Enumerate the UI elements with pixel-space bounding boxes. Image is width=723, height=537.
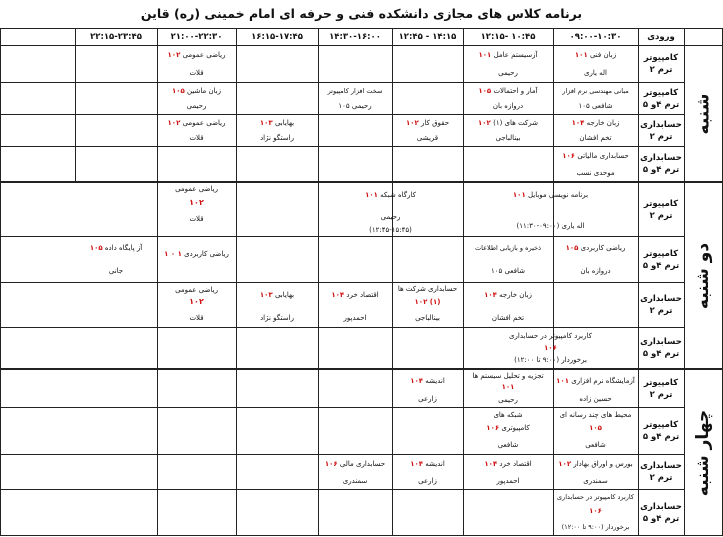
group-label: کامپیوتر ترم ۲ (643, 377, 679, 400)
course-name: اندیشه ۱۰۴ (410, 377, 445, 385)
course-teacher: قریشی (416, 134, 439, 142)
course-teacher: راستگو نژاد (260, 134, 294, 142)
day-label: شنبه (693, 93, 713, 134)
course-room: (۱) ۱۰۲ (414, 298, 441, 306)
group-label: کامپیوتر ترم ۴و ۵ (642, 87, 680, 110)
course-teacher: رحیمی ۱۰۵ (338, 102, 372, 110)
course-name: حسابداری مالی ۱۰۶ (324, 460, 386, 468)
course-teacher: شافعی ۱۰۵ (578, 102, 613, 110)
course-name: زبان خارجه ۱۰۴ (571, 118, 620, 127)
course-room: ۱۰۶ (544, 344, 557, 352)
header-slot: ۲۲:۱۵-۲۳:۴۵ (90, 32, 142, 42)
course-teacher: شافعی (497, 441, 519, 449)
course-name: تجزیه و تحلیل سیستم ها (472, 372, 544, 380)
group-label: حسابداری ترم ۲ (640, 119, 682, 142)
group-label: کامپیوتر ترم ۲ (643, 53, 679, 75)
course-teacher: قلات (189, 134, 204, 142)
course-teacher: رحیمی (498, 396, 518, 404)
course-name: آز پایگاه داده ۱۰۵ (89, 244, 143, 252)
grid-line (0, 407, 684, 408)
course-teacher: تخم افشان (491, 314, 525, 322)
group-label: حسابداری ترم ۴و ۵ (640, 501, 682, 524)
course-teacher: رحیمی (380, 213, 401, 221)
grid-line (0, 535, 723, 536)
course-name: کارگاه شبکه ۱۰۱ (365, 191, 416, 199)
group-label: حسابداری ترم ۲ (640, 461, 682, 483)
grid-line (0, 489, 684, 490)
course-name: زبان ماشین ۱۰۵ (171, 86, 222, 95)
day-label: چهار شنبه (693, 409, 714, 497)
course-teacher: برخوردار (۹:۰۰ تا ۱۲:۰۰) (561, 522, 630, 531)
course-teacher: شافعی (585, 441, 606, 449)
group-label: حسابداری ترم ۴و ۵ (640, 153, 682, 175)
group-label: کامپیوتر ترم ۴و ۵ (642, 420, 680, 442)
course-teacher: دروازه بان (492, 102, 524, 110)
grid-line (0, 28, 1, 536)
header-slot: ۰۹:۰۰-۱۰:۳۰ (569, 32, 622, 42)
grid-line (75, 28, 76, 182)
course-teacher: قلات (189, 69, 204, 77)
course-room: ۱۰۵ (589, 424, 602, 432)
course-name: ریاضی عمومی ۱۰۲ (167, 118, 226, 127)
course-name: حقوق کار ۱۰۲ (405, 118, 450, 127)
course-name: آزمایشگاه نرم افزاری ۱۰۱ (556, 377, 635, 385)
course-teacher: حسین زاده (579, 395, 612, 403)
course-name: محیط های چند رسانه ای (559, 411, 632, 419)
header-slot: ۲۱:۰۰-۲۲:۳۰ (170, 32, 223, 42)
course-teacher: اله یاری (۰۹:۰۰-۱۱:۳۰) (516, 222, 585, 230)
course-name: ریاضی کاربردی ۱۰۵ (565, 244, 626, 252)
course-teacher: موحدی نسب (576, 168, 615, 177)
course-name: ریاضی کاربردی ۱ ۰ ۱ (164, 250, 229, 258)
course-name: برنامه نویسی موبایل ۱۰۱ (512, 191, 589, 199)
course-name: بهایابی ۱۰۳ (259, 118, 295, 127)
course-teacher: بینالباجی (415, 314, 440, 322)
course-name: ریاضی عمومی (175, 286, 218, 294)
course-room: ۱۰۱ (501, 383, 515, 391)
course-name: شرکت های (۱) ۱۰۲ (478, 118, 538, 127)
course-teacher: قلات (189, 314, 204, 322)
course-teacher: احمدپور (496, 476, 520, 485)
course-name: زبان خارجه ۱۰۴ (484, 291, 532, 299)
course-teacher: جانی (108, 267, 124, 275)
header-slot: ۱۴:۱۵ - ۱۲:۴۵ (398, 32, 457, 42)
course-name: ریاضی عمومی ۱۰۲ (167, 51, 226, 59)
course-name: حسابداری مالیاتی ۱۰۶ (562, 151, 629, 160)
course-name: اقتصاد خرد ۱۰۴ (484, 460, 532, 468)
course-name: سخت افزار کامپیوتر (327, 86, 383, 95)
header-entry: ورودی (647, 32, 675, 42)
course-name: کامپیوتری ۱۰۶ (486, 424, 530, 432)
course-teacher: بینالباجی (495, 134, 521, 142)
course-name: بورس و اوراق بهادار ۱۰۲ (558, 460, 633, 468)
grid-line (0, 327, 684, 328)
course-teacher: برخوردار (۹:۰۰ تا ۱۲:۰۰) (514, 356, 587, 364)
group-label: حسابداری ترم ۲ (640, 294, 682, 316)
course-teacher: زارعی (418, 395, 437, 403)
course-name: اندیشه ۱۰۴ (410, 460, 445, 468)
grid-line (0, 454, 684, 455)
course-teacher: قلات (189, 215, 204, 223)
course-room: ۱۰۲ (189, 198, 204, 207)
day-label: دو شنبه (693, 242, 713, 309)
group-label: حسابداری ترم ۴و ۵ (640, 337, 682, 359)
course-name: بهایابی ۱۰۳ (259, 291, 295, 299)
day-separator (0, 368, 723, 370)
course-teacher: احمدپور (343, 314, 367, 322)
group-label: کامپیوتر ترم ۲ (643, 198, 679, 221)
course-name: شبکه های (493, 411, 523, 419)
course-teacher: شافعی ۱۰۵ (490, 267, 526, 275)
course-teacher: سمندری (342, 476, 368, 485)
header-slot: ۱۰:۴۵ -۱۲:۱۵ (480, 32, 536, 42)
page-title: برنامه کلاس های مجازی دانشکده فنی و حرفه ای امام خمینی (ره) قاین (140, 6, 583, 21)
course-teacher: زارعی (418, 476, 437, 485)
course-teacher: راستگو نژاد (260, 314, 294, 322)
course-room: ۱۰۶ (589, 507, 602, 515)
course-teacher: رحیمی (186, 102, 207, 110)
course-teacher: اله یاری (584, 69, 607, 77)
grid-line (236, 28, 237, 536)
course-name: اقتصاد خرد ۱۰۴ (331, 291, 379, 299)
course-name: زبان فنی ۱۰۱ (574, 51, 617, 59)
course-teacher: تخم افشان (579, 134, 612, 142)
course-room: ۱۰۲ (189, 297, 204, 306)
course-name: کاربرد کامپیوتر در حسابداری (556, 493, 635, 501)
course-name: آمار و احتمالات ۱۰۵ (478, 86, 538, 95)
course-name: ذخیره و بازیابی اطلاعات (475, 244, 541, 252)
course-teacher: دروازه بان (580, 267, 611, 275)
course-time: (۱۲:۴۵-۱۵:۴۵) (369, 226, 412, 234)
course-name: کاربرد کامپیوتر در حسابداری (509, 332, 592, 340)
course-name: حسابداری شرکت ها (397, 285, 458, 293)
course-name: مبانی مهندسی نرم افزار (562, 86, 629, 95)
course-teacher: رحیمی (498, 69, 518, 77)
header-slot: ۱۴:۳۰-۱۶:۰۰ (329, 32, 381, 42)
header-slot: ۱۶:۱۵-۱۷:۴۵ (251, 32, 303, 42)
group-label: کامپیوتر ترم ۴و ۵ (642, 248, 680, 271)
course-name: آزسیستم عامل ۱۰۱ (478, 51, 538, 59)
course-name: ریاضی عمومی (175, 185, 218, 193)
course-teacher: سمندری (583, 476, 608, 485)
